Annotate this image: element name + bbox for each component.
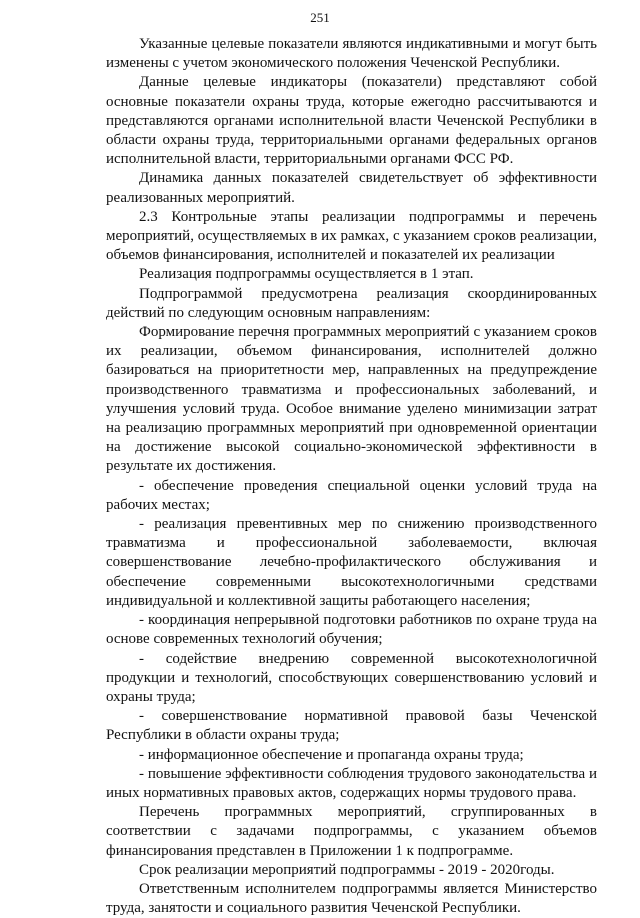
list-item-technology-adoption: - содействие внедрению современной высокотехнологичной продукции и технологий, способствующих совершенствованию условий и охраны труда; — [106, 650, 597, 705]
page-number: 251 — [310, 10, 330, 25]
paragraph-list-formation: Формирование перечня программных мероприятий с указанием сроков их реализации, объемом финансирования, исполнителей должно базироваться на приоритетности мер, направленных на предупреждение производственного травматизма и профессиональных заболеваний, и улучшения условий труда. Особое внимание уделено минимизации затрат на реализацию программных мероприятий при одновременной ориентации на достижение высокой социально-экономической эффективности в результате их достижения. — [106, 324, 597, 475]
paragraph-targets-indicative: Указанные целевые показатели являются индикативными и могут быть изменены с учетом экономического положения Чеченской Республики. — [106, 36, 597, 72]
section-heading-2-3: 2.3 Контрольные этапы реализации подпрограммы и перечень мероприятий, осуществляемых в их рамках, с указанием сроков реализации, объемов финансирования, исполнителей и показателей их реализации — [106, 208, 597, 264]
list-item-training-coordination: - координация непрерывной подготовки работников по охране труда на основе современных технологий обучения; — [106, 612, 597, 648]
paragraph-indicators-description: Данные целевые индикаторы (показатели) представляют собой основные показатели охраны труда, которые ежегодно рассчитываются и представляются органами исполнительной власти Чеченской Республики в области охраны труда, территориальными органами федеральных органов исполнительной власти, территориальными органами ФСС РФ. — [106, 74, 597, 168]
paragraph-implementation-period: Срок реализации мероприятий подпрограммы - 2019 - 2020годы. — [139, 861, 555, 878]
paragraph-single-stage: Реализация подпрограммы осуществляется в 1 этап. — [139, 266, 474, 283]
list-item-compliance-efficiency: - повышение эффективности соблюдения трудового законодательства и иных нормативных правовых актов, содержащих нормы трудового права. — [106, 765, 597, 801]
list-item-information-support: - информационное обеспечение и пропаганда охраны труда; — [139, 746, 524, 763]
paragraph-responsible-executor: Ответственным исполнителем подпрограммы является Министерство труда, занятости и социального развития Чеченской Республики. — [106, 880, 597, 917]
paragraph-dynamics: Динамика данных показателей свидетельствует об эффективности реализованных мероприятий. — [106, 170, 597, 206]
list-item-preventive-measures: - реализация превентивных мер по снижению производственного травматизма и профессиональной заболеваемости, включая совершенствование лечебно-профилактического обслуживания и обеспечение современными высокотехнологичными средствами индивидуальной и коллективной защиты работающего населения; — [106, 516, 597, 609]
paragraph-appendix-reference: Перечень программных мероприятий, сгруппированных в соответствии с задачами подпрограммы, с указанием объемов финансирования представлен в Приложении 1 к подпрограмме. — [106, 804, 597, 859]
document-text-body — [106, 35, 597, 918]
paragraph-coordinated-actions: Подпрограммой предусмотрена реализация скоординированных действий по следующим основным направлениям: — [106, 285, 597, 321]
list-item-regulatory-improvement: - совершенствование нормативной правовой базы Чеченской Республики в области охраны труда; — [106, 708, 597, 744]
list-item-special-assessment: - обеспечение проведения специальной оценки условий труда на рабочих местах; — [106, 477, 597, 513]
